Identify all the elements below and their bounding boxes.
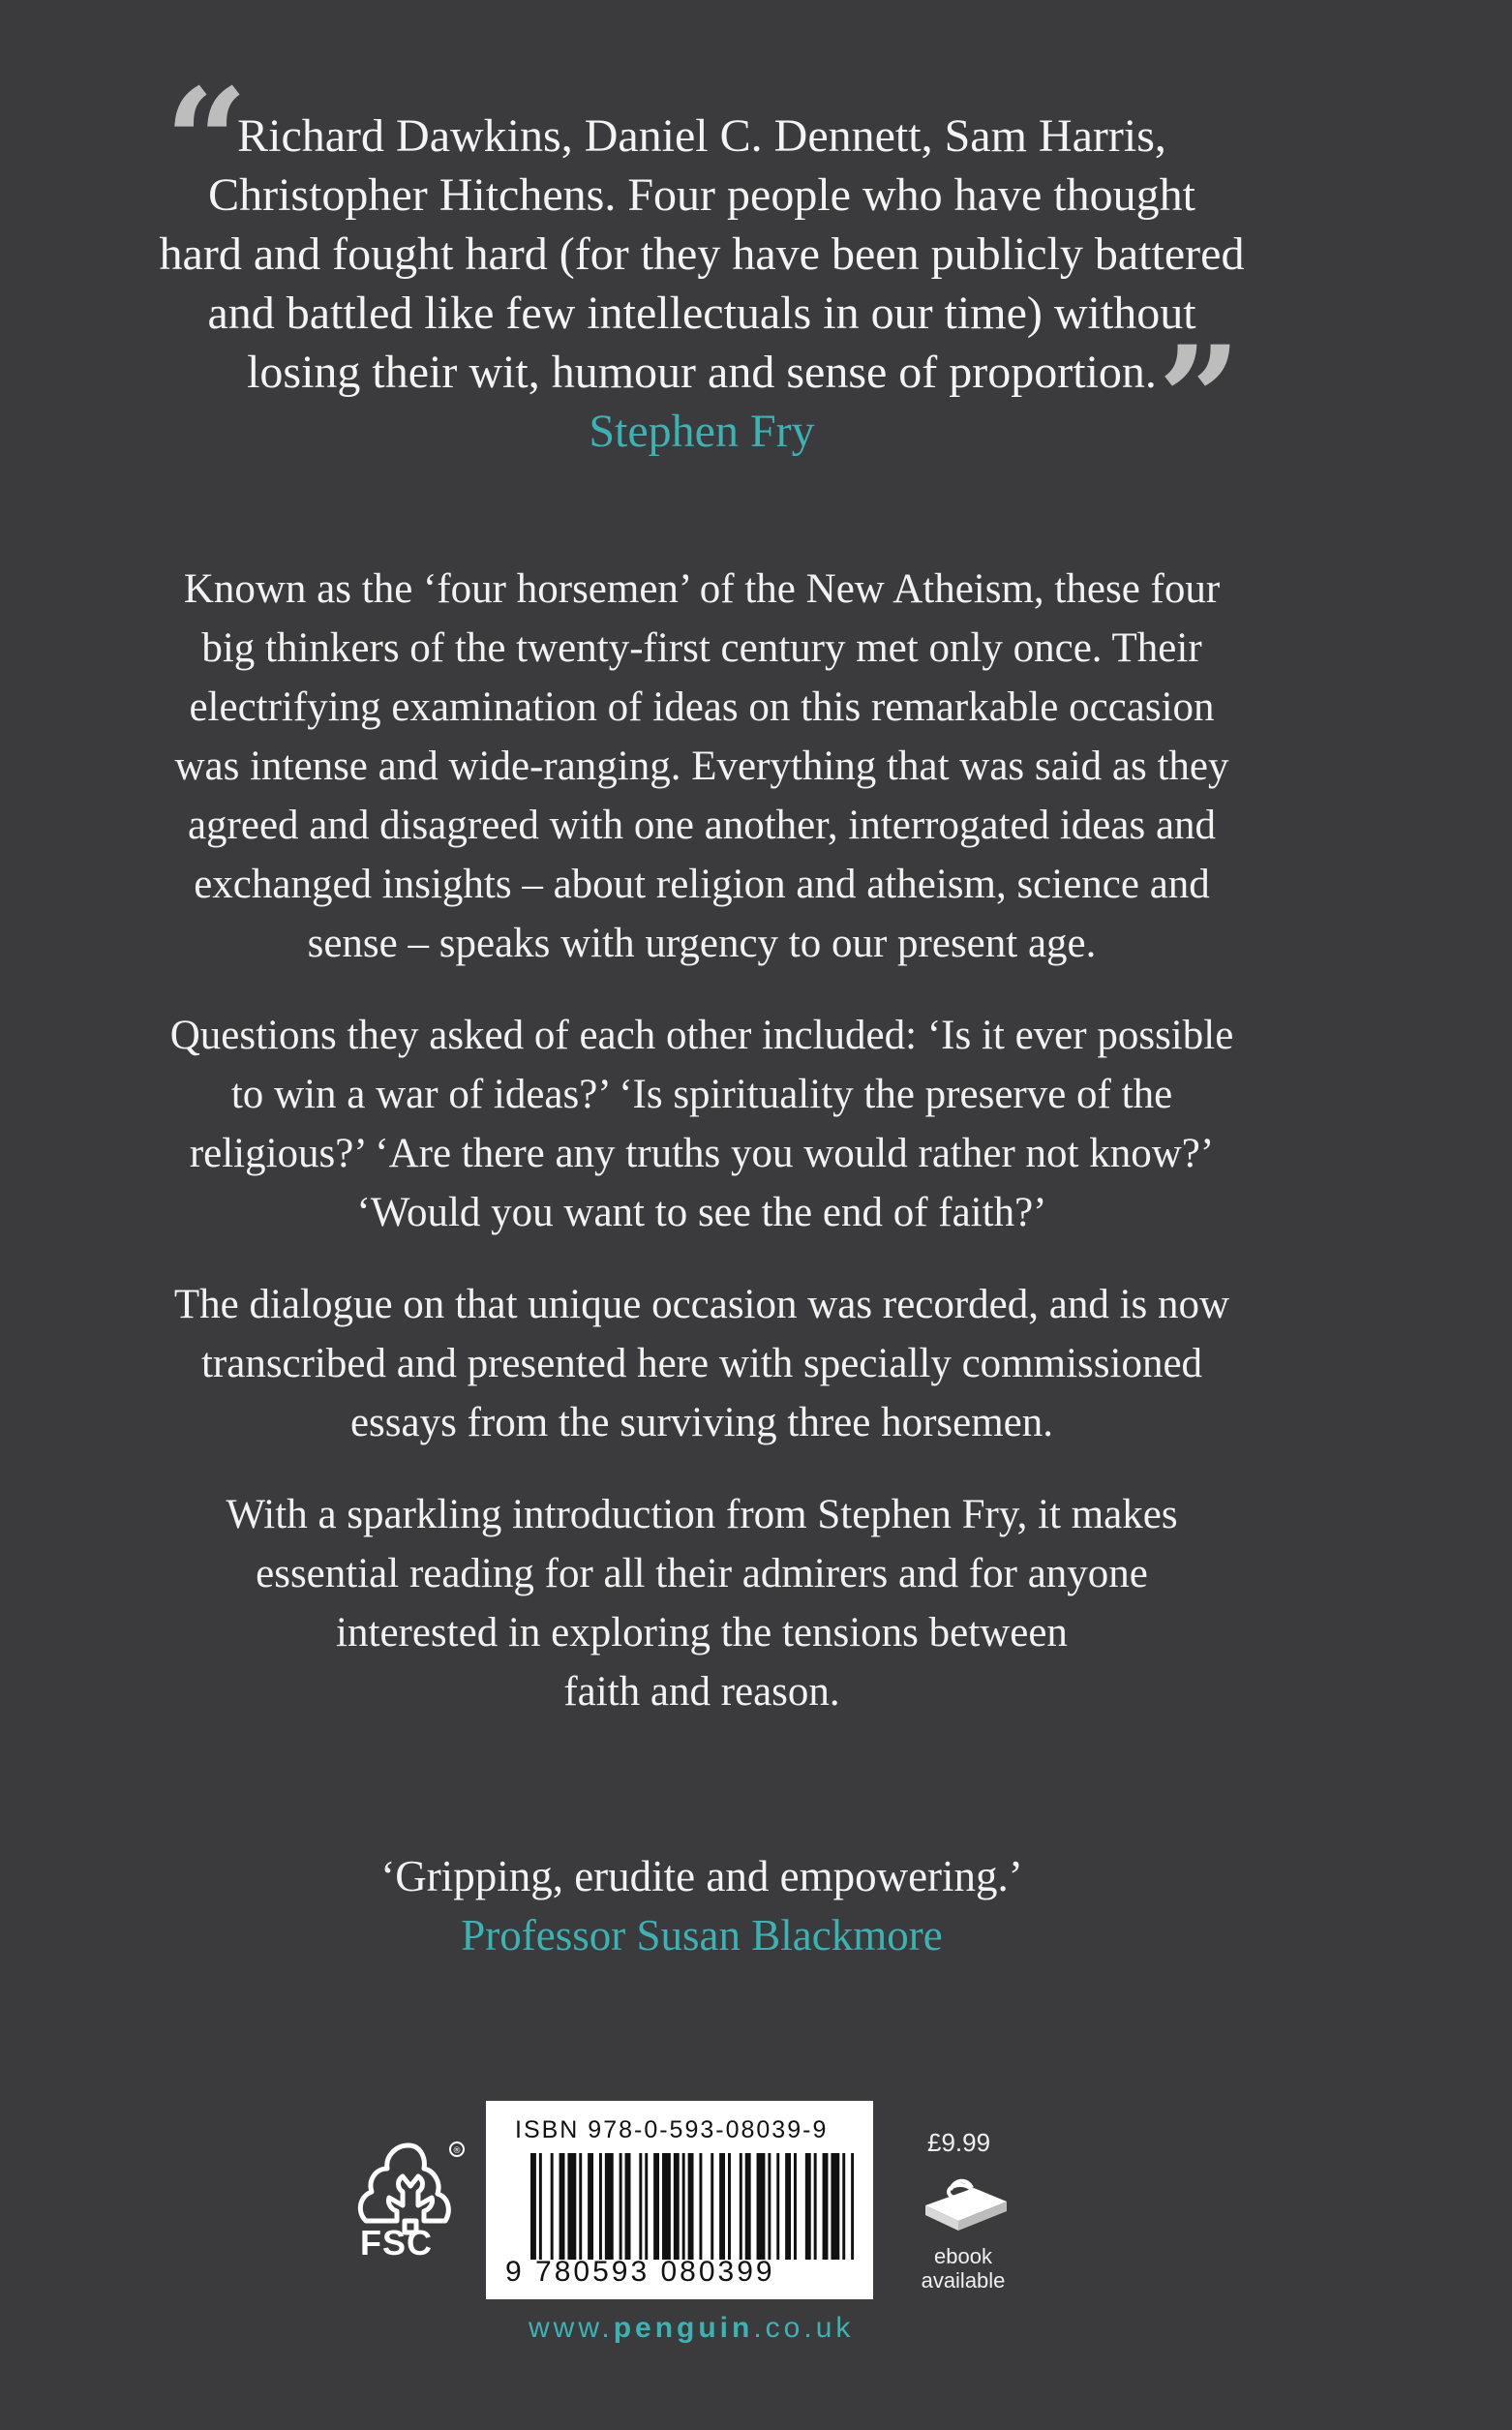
barcode-bar	[805, 2153, 811, 2260]
barcode-bar	[711, 2153, 713, 2260]
barcode-bar	[794, 2153, 797, 2260]
barcode-bar	[539, 2153, 542, 2260]
isbn-label: ISBN 978-0-593-08039-9	[515, 2116, 829, 2143]
description-line: ‘Would you want to see the end of faith?’	[356, 1190, 1047, 1235]
barcode-bar	[851, 2153, 854, 2260]
description-line: transcribed and presented here with specially commissioned	[200, 1341, 1203, 1386]
barcode-bar	[842, 2153, 845, 2260]
quote-line: losing their wit, humour and sense of proportion.	[247, 347, 1157, 398]
barcode-bar	[625, 2153, 631, 2260]
description-line: sense – speaks with urgency to our present age.	[307, 921, 1097, 966]
publisher-url	[529, 2312, 854, 2345]
ebook-line: available	[921, 2268, 1006, 2293]
quote-line: and battled like few intellectuals in our time) without	[207, 288, 1196, 339]
review-attribution: Professor Susan Blackmore	[461, 1911, 943, 1959]
description-paragraph	[145, 1006, 1258, 1242]
barcode-bar	[740, 2153, 742, 2260]
barcode-bar	[745, 2153, 751, 2260]
fsc-label: FSC	[360, 2223, 433, 2263]
ebook-line: ebook	[934, 2244, 992, 2268]
price: £9.99	[927, 2128, 991, 2157]
url-suffix: .co.uk	[753, 2312, 855, 2344]
description-line: to win a war of ideas?’ ‘Is spirituality the preserve of the	[230, 1072, 1173, 1117]
isbn-barcode	[486, 2101, 873, 2299]
description-line: interested in exploring the tensions between	[336, 1610, 1068, 1655]
fsc-registered-mark: ®	[452, 2146, 462, 2156]
top-quote	[155, 106, 1249, 461]
barcode-bar	[588, 2153, 593, 2260]
url-prefix: www.	[529, 2312, 614, 2344]
barcode-bar	[831, 2153, 839, 2260]
description-paragraph	[145, 1275, 1258, 1452]
barcode-bar	[662, 2153, 671, 2260]
url-brand: penguin	[613, 2312, 754, 2344]
barcode-bar	[785, 2153, 791, 2260]
ebook-availability	[910, 2244, 1016, 2293]
quote-line: Richard Dawkins, Daniel C. Dennett, Sam Harris,	[237, 110, 1166, 162]
barcode-bar	[728, 2153, 731, 2260]
barcode-bar	[530, 2153, 536, 2260]
barcode-bar	[579, 2153, 582, 2260]
barcode-bar	[699, 2153, 702, 2260]
barcode-bar	[645, 2153, 648, 2260]
close-quote-mark: ”	[1158, 315, 1242, 485]
description-line: was intense and wide-ranging. Everything that was said as they	[174, 744, 1229, 789]
book-description	[145, 560, 1258, 1754]
barcode-bar	[605, 2153, 614, 2260]
description-line: Known as the ‘four horsemen’ of the New Atheism, these four	[183, 566, 1221, 612]
review-text: ‘Gripping, erudite and empowering.’	[380, 1852, 1023, 1900]
barcode-bar	[823, 2153, 829, 2260]
description-line: religious?’ ‘Are there any truths you would rather not know?’	[189, 1131, 1215, 1176]
barcode-bar	[814, 2153, 817, 2260]
barcode-bar	[551, 2153, 554, 2260]
quote-attribution: Stephen Fry	[589, 406, 815, 457]
barcode-bar	[639, 2153, 642, 2260]
barcode-bar	[559, 2153, 565, 2260]
barcode-bar	[599, 2153, 602, 2260]
description-line: essays from the surviving three horsemen.	[349, 1400, 1054, 1445]
description-line: essential reading for all their admirers and for anyone	[256, 1551, 1148, 1596]
description-line: agreed and disagreed with one another, interrogated ideas and	[187, 803, 1217, 848]
barcode-bar	[719, 2153, 725, 2260]
barcode-bar	[567, 2153, 576, 2260]
barcode-bar	[674, 2153, 680, 2260]
barcode-bar	[757, 2153, 766, 2260]
description-line: big thinkers of the twenty-first century met only once. Their	[201, 625, 1202, 671]
description-line: The dialogue on that unique occasion was recorded, and is now	[173, 1282, 1230, 1327]
description-line: With a sparkling introduction from Stephen Fry, it makes	[226, 1492, 1178, 1537]
barcode-bar	[768, 2153, 771, 2260]
barcode-bar	[688, 2153, 694, 2260]
quote-line: Christopher Hitchens. Four people who have thought	[208, 169, 1195, 221]
barcode-bar	[620, 2153, 622, 2260]
barcode-bar	[682, 2153, 685, 2260]
barcode-bars	[530, 2153, 860, 2260]
description-line: exchanged insights – about religion and atheism, science and	[194, 862, 1210, 907]
barcode-digits: 9 780593 080399	[505, 2256, 775, 2288]
quote-line: hard and fought hard (for they have been publicly battered	[159, 228, 1245, 280]
description-paragraph	[145, 1485, 1258, 1721]
description-line: electrifying examination of ideas on this remarkable occasion	[189, 684, 1215, 730]
ebook-device-icon	[916, 2167, 1013, 2244]
review-quote	[252, 1847, 1152, 1965]
barcode-bar	[776, 2153, 779, 2260]
description-paragraph	[145, 560, 1258, 973]
description-line: faith and reason.	[563, 1669, 840, 1715]
open-quote-mark: “	[165, 57, 249, 228]
description-line: Questions they asked of each other included: ‘Is it ever possible	[169, 1013, 1234, 1058]
barcode-bar	[653, 2153, 659, 2260]
